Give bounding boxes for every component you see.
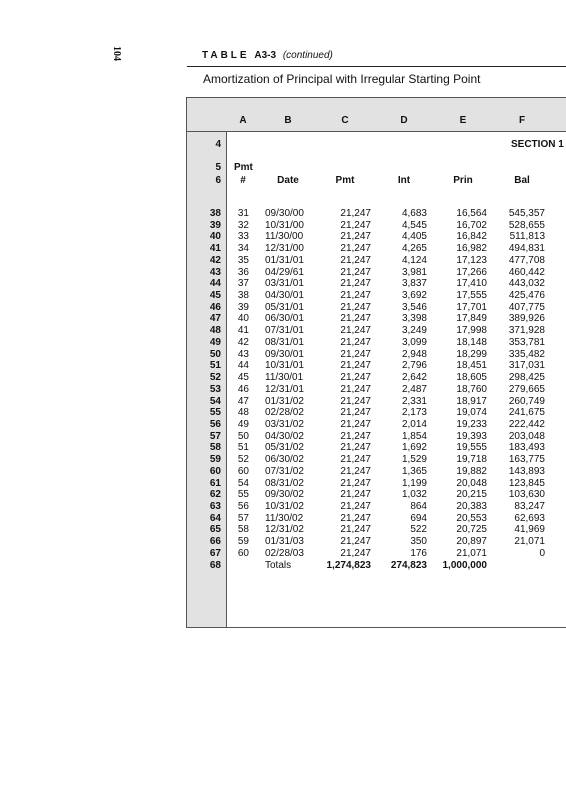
principal-amount: 18,760 (456, 384, 487, 395)
row-number: 42 (209, 255, 221, 266)
payment-amount: 21,247 (340, 243, 371, 254)
balance-amount: 83,247 (514, 501, 545, 512)
balance-amount: 0 (539, 548, 545, 559)
interest-amount: 3,837 (401, 278, 427, 289)
principal-amount: 19,718 (456, 454, 487, 465)
interest-amount: 1,529 (401, 454, 427, 465)
payment-date: 11/30/01 (265, 372, 304, 383)
row-number: 68 (209, 560, 221, 571)
row-number: 48 (209, 325, 221, 336)
interest-amount: 2,014 (401, 419, 427, 430)
interest-amount: 1,199 (401, 478, 427, 489)
principal-amount: 20,383 (456, 501, 487, 512)
balance-amount: 511,813 (509, 231, 545, 242)
payment-date: 12/31/02 (265, 524, 304, 535)
principal-amount: 20,553 (456, 513, 487, 524)
payment-number: 44 (237, 360, 249, 371)
payment-date: 10/31/00 (265, 220, 304, 231)
balance-amount: 203,048 (508, 431, 545, 442)
principal-amount: 20,897 (456, 536, 487, 547)
interest-amount: 2,948 (401, 349, 427, 360)
row-number: 54 (209, 396, 221, 407)
principal-amount: 18,917 (456, 396, 487, 407)
payment-date: 06/30/02 (265, 454, 304, 465)
payment-amount: 21,247 (340, 220, 371, 231)
principal-amount: 18,148 (456, 337, 487, 348)
header-pmt: Pmt (335, 175, 355, 186)
header-int: Int (397, 175, 411, 186)
interest-amount: 2,331 (401, 396, 427, 407)
balance-amount: 123,845 (508, 478, 545, 489)
balance-amount: 298,425 (508, 372, 545, 383)
balance-amount: 545,357 (508, 208, 545, 219)
principal-amount: 17,123 (456, 255, 487, 266)
row-number: 59 (209, 454, 221, 465)
interest-amount: 1,854 (401, 431, 427, 442)
payment-number: 35 (237, 255, 249, 266)
balance-amount: 260,749 (508, 396, 545, 407)
payment-number: 43 (237, 349, 249, 360)
balance-amount: 477,708 (508, 255, 545, 266)
principal-amount: 18,451 (456, 360, 487, 371)
payment-number: 36 (237, 267, 249, 278)
payment-amount: 21,247 (340, 255, 371, 266)
balance-amount: 353,781 (508, 337, 545, 348)
principal-amount: 20,215 (456, 489, 487, 500)
payment-amount: 21,247 (340, 384, 371, 395)
payment-number: 40 (237, 313, 249, 324)
header-bal: Bal (514, 175, 530, 186)
balance-amount: 241,675 (508, 407, 545, 418)
payment-amount: 21,247 (340, 360, 371, 371)
principal-amount: 17,555 (456, 290, 487, 301)
principal-amount: 19,074 (456, 407, 487, 418)
row-number: 46 (209, 302, 221, 313)
column-letter-d: D (400, 115, 408, 126)
balance-amount: 183,493 (508, 442, 545, 453)
principal-amount: 16,702 (456, 220, 487, 231)
payment-amount: 21,247 (340, 548, 371, 559)
balance-amount: 143,893 (508, 466, 545, 477)
payment-number: 48 (237, 407, 249, 418)
column-letter-a: A (239, 115, 247, 126)
payment-amount: 21,247 (340, 513, 371, 524)
balance-amount: 389,926 (508, 313, 545, 324)
payment-number: 56 (237, 501, 249, 512)
payment-date: 08/31/02 (265, 478, 304, 489)
payment-number: 60 (237, 548, 249, 559)
payment-date: 04/29/61 (265, 267, 304, 278)
payment-amount: 21,247 (340, 231, 371, 242)
interest-amount: 3,398 (401, 313, 427, 324)
payment-date: 05/31/01 (265, 302, 304, 313)
balance-amount: 443,032 (508, 278, 545, 289)
payment-date: 06/30/01 (265, 313, 304, 324)
principal-amount: 19,555 (456, 442, 487, 453)
row-number: 45 (209, 290, 221, 301)
row-number: 61 (209, 478, 221, 489)
balance-amount: 425,476 (508, 290, 545, 301)
payment-amount: 21,247 (340, 349, 371, 360)
row-number: 55 (209, 407, 221, 418)
payment-number: 34 (237, 243, 249, 254)
interest-amount: 3,546 (401, 302, 427, 313)
payment-date: 08/31/01 (265, 337, 304, 348)
header-pmt-number: # (240, 175, 246, 186)
payment-amount: 21,247 (340, 454, 371, 465)
balance-amount: 460,442 (508, 267, 545, 278)
balance-amount: 371,928 (508, 325, 545, 336)
payment-date: 09/30/02 (265, 489, 304, 500)
payment-amount: 21,247 (340, 302, 371, 313)
payment-number: 55 (237, 489, 249, 500)
balance-amount: 528,655 (508, 220, 545, 231)
row-number: 64 (209, 513, 221, 524)
payment-amount: 21,247 (340, 396, 371, 407)
payment-number: 31 (237, 208, 249, 219)
interest-amount: 176 (410, 548, 427, 559)
interest-amount: 2,796 (401, 360, 427, 371)
table-word: TABLE (202, 50, 250, 61)
payment-date: 11/30/02 (265, 513, 304, 524)
payment-date: 07/31/01 (265, 325, 304, 336)
payment-amount: 21,247 (340, 489, 371, 500)
balance-amount: 317,031 (508, 360, 545, 371)
column-letter-b: B (284, 115, 292, 126)
totals-label: Totals (265, 560, 292, 571)
interest-amount: 2,173 (401, 407, 427, 418)
balance-amount: 494,831 (508, 243, 545, 254)
payment-amount: 21,247 (340, 536, 371, 547)
principal-amount: 17,998 (456, 325, 487, 336)
payment-amount: 21,247 (340, 478, 371, 489)
row-number: 52 (209, 372, 221, 383)
row-number: 47 (209, 313, 221, 324)
payment-date: 10/31/02 (265, 501, 304, 512)
row-number: 66 (209, 536, 221, 547)
title-rule (187, 66, 566, 67)
payment-date: 10/31/01 (265, 360, 304, 371)
payment-date: 09/30/01 (265, 349, 304, 360)
row-number: 60 (209, 466, 221, 477)
payment-amount: 21,247 (340, 501, 371, 512)
column-letter-c: C (341, 115, 349, 126)
row-number: 58 (209, 442, 221, 453)
payment-number: 50 (237, 431, 249, 442)
interest-amount: 522 (410, 524, 427, 535)
header-prin: Prin (453, 175, 473, 186)
payment-date: 02/28/03 (265, 548, 304, 559)
row-number: 41 (209, 243, 221, 254)
interest-amount: 1,365 (401, 466, 427, 477)
row-number: 63 (209, 501, 221, 512)
balance-amount: 222,442 (508, 419, 545, 430)
payment-amount: 21,247 (340, 267, 371, 278)
payment-amount: 21,247 (340, 407, 371, 418)
payment-date: 09/30/00 (265, 208, 304, 219)
payment-number: 58 (237, 524, 249, 535)
payment-number: 32 (237, 220, 249, 231)
payment-date: 04/30/01 (265, 290, 304, 301)
interest-amount: 3,099 (401, 337, 427, 348)
interest-amount: 4,683 (401, 208, 427, 219)
balance-amount: 163,775 (508, 454, 545, 465)
header-date: Date (277, 175, 299, 186)
interest-amount: 3,249 (401, 325, 427, 336)
payment-date: 04/30/02 (265, 431, 304, 442)
payment-number: 37 (237, 278, 249, 289)
principal-amount: 17,849 (456, 313, 487, 324)
principal-amount: 18,605 (456, 372, 487, 383)
total-payment: 1,274,823 (326, 560, 371, 571)
payment-number: 57 (237, 513, 249, 524)
payment-amount: 21,247 (340, 442, 371, 453)
row-number: 43 (209, 267, 221, 278)
row-number: 67 (209, 548, 221, 559)
payment-amount: 21,247 (340, 278, 371, 289)
payment-amount: 21,247 (340, 325, 371, 336)
interest-amount: 350 (410, 536, 427, 547)
payment-number: 52 (237, 454, 249, 465)
payment-amount: 21,247 (340, 290, 371, 301)
payment-amount: 21,247 (340, 337, 371, 348)
principal-amount: 19,882 (456, 466, 487, 477)
principal-amount: 16,982 (456, 243, 487, 254)
principal-amount: 19,233 (456, 419, 487, 430)
balance-amount: 62,693 (514, 513, 545, 524)
payment-number: 38 (237, 290, 249, 301)
interest-amount: 4,124 (401, 255, 427, 266)
principal-amount: 16,564 (456, 208, 487, 219)
row-number: 6 (215, 175, 221, 186)
payment-date: 01/31/03 (265, 536, 304, 547)
payment-number: 47 (237, 396, 249, 407)
interest-amount: 2,487 (401, 384, 427, 395)
table-subtitle: Amortization of Principal with Irregular Starting Point (203, 72, 481, 86)
payment-number: 59 (237, 536, 249, 547)
principal-amount: 17,701 (456, 302, 487, 313)
principal-amount: 16,842 (456, 231, 487, 242)
payment-amount: 21,247 (340, 208, 371, 219)
payment-date: 12/31/00 (265, 243, 304, 254)
row-number: 57 (209, 431, 221, 442)
payment-number: 54 (237, 478, 249, 489)
principal-amount: 20,048 (456, 478, 487, 489)
interest-amount: 1,692 (401, 442, 427, 453)
row-number: 51 (209, 360, 221, 371)
payment-date: 02/28/02 (265, 407, 304, 418)
interest-amount: 3,692 (401, 290, 427, 301)
balance-amount: 279,665 (508, 384, 545, 395)
payment-date: 01/31/02 (265, 396, 304, 407)
column-letter-e: E (459, 115, 467, 126)
payment-date: 01/31/01 (265, 255, 304, 266)
payment-amount: 21,247 (340, 431, 371, 442)
payment-number: 39 (237, 302, 249, 313)
row-number: 56 (209, 419, 221, 430)
payment-date: 07/31/02 (265, 466, 304, 477)
interest-amount: 3,981 (401, 267, 427, 278)
row-number: 65 (209, 524, 221, 535)
balance-amount: 41,969 (514, 524, 545, 535)
table-label (202, 50, 333, 61)
row-number: 4 (215, 139, 221, 150)
balance-amount: 21,071 (514, 536, 545, 547)
payment-amount: 21,247 (340, 466, 371, 477)
row-number: 39 (209, 220, 221, 231)
row-number: 49 (209, 337, 221, 348)
interest-amount: 1,032 (401, 489, 427, 500)
payment-amount: 21,247 (340, 372, 371, 383)
balance-amount: 103,630 (508, 489, 545, 500)
balance-amount: 407,775 (508, 302, 545, 313)
interest-amount: 2,642 (401, 372, 427, 383)
principal-amount: 19,393 (456, 431, 487, 442)
payment-number: 60 (237, 466, 249, 477)
payment-date: 12/31/01 (265, 384, 304, 395)
total-principal: 1,000,000 (442, 560, 487, 571)
payment-date: 05/31/02 (265, 442, 304, 453)
principal-amount: 20,725 (456, 524, 487, 535)
interest-amount: 4,545 (401, 220, 427, 231)
row-number: 62 (209, 489, 221, 500)
principal-amount: 18,299 (456, 349, 487, 360)
payment-amount: 21,247 (340, 419, 371, 430)
payment-amount: 21,247 (340, 524, 371, 535)
payment-number: 45 (237, 372, 249, 383)
page-number: 104 (111, 46, 122, 61)
payment-number: 51 (237, 442, 249, 453)
spreadsheet (186, 97, 566, 628)
payment-number: 42 (237, 337, 249, 348)
interest-amount: 694 (410, 513, 427, 524)
principal-amount: 21,071 (456, 548, 487, 559)
table-id: A3-3 (254, 50, 277, 61)
row-number: 38 (209, 208, 221, 219)
interest-amount: 864 (410, 501, 427, 512)
table-continued: (continued) (282, 50, 333, 61)
row-number: 50 (209, 349, 221, 360)
payment-number: 41 (237, 325, 249, 336)
total-interest: 274,823 (390, 560, 427, 571)
principal-amount: 17,266 (456, 267, 487, 278)
payment-number: 33 (237, 231, 249, 242)
payment-date: 11/30/00 (265, 231, 304, 242)
row-number: 44 (209, 278, 221, 289)
interest-amount: 4,405 (401, 231, 427, 242)
interest-amount: 4,265 (401, 243, 427, 254)
payment-date: 03/31/02 (265, 419, 304, 430)
payment-date: 03/31/01 (265, 278, 304, 289)
payment-amount: 21,247 (340, 313, 371, 324)
payment-number: 46 (237, 384, 249, 395)
payment-number: 49 (237, 419, 249, 430)
row-number: 53 (209, 384, 221, 395)
row-number: 40 (209, 231, 221, 242)
row-number: 5 (215, 162, 221, 173)
principal-amount: 17,410 (456, 278, 487, 289)
header-pmt-label: Pmt (234, 162, 253, 173)
balance-amount: 335,482 (508, 349, 545, 360)
column-letter-f: F (518, 115, 526, 126)
section-label: SECTION 1 (511, 139, 564, 150)
